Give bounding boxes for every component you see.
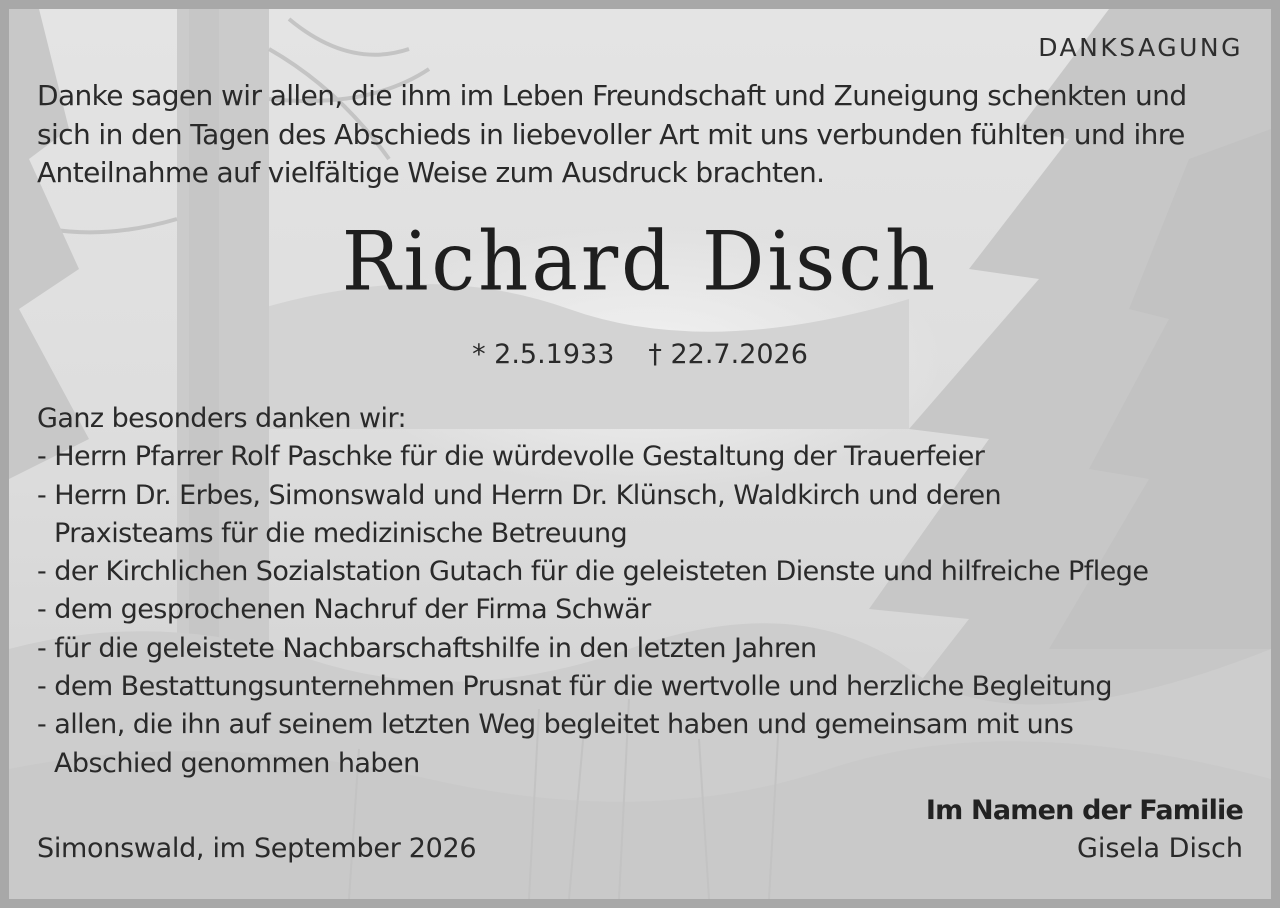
intro-line: Danke sagen wir allen, die ihm im Leben Freundschaft und Zuneigung schenkten und xyxy=(37,79,1187,112)
list-item: - der Kirchlichen Sozialstation Gutach für die geleisteten Dienste und hilfreiche Pflege xyxy=(37,556,1149,588)
intro-line: sich in den Tagen des Abschieds in liebevoller Art mit uns verbunden fühlten und ihre xyxy=(37,117,1185,151)
list-item: - allen, die ihn auf seinem letzten Weg begleitet haben und gemeinsam mit uns xyxy=(37,709,1074,741)
death-date: † 22.7.2026 xyxy=(648,339,808,370)
list-item-continuation: Abschied genommen haben xyxy=(54,747,420,779)
birth-date: * 2.5.1933 xyxy=(472,339,615,370)
page-title: DANKSAGUNG xyxy=(1038,33,1243,62)
thanks-list xyxy=(37,400,1247,783)
list-item: - für die geleistete Nachbarschaftshilfe in den letzten Jahren xyxy=(37,632,817,664)
list-item: - dem gesprochenen Nachruf der Firma Schwär xyxy=(37,594,651,626)
list-item-continuation: Praxisteams für die medizinische Betreuung xyxy=(54,517,628,549)
intro-line: Anteilnahme auf vielfältige Weise zum Ausdruck brachten. xyxy=(37,156,825,189)
deceased-name: Richard Disch xyxy=(341,214,939,310)
place-and-date: Simonswald, im September 2026 xyxy=(37,833,477,864)
list-item: - dem Bestattungsunternehmen Prusnat für die wertvolle und herzliche Begleitung xyxy=(37,671,1112,703)
intro-paragraph xyxy=(37,77,1237,193)
signature-line: Im Namen der Familie xyxy=(925,795,1243,826)
list-item: - Herrn Dr. Erbes, Simonswald und Herrn Dr. Klünsch, Waldkirch und deren xyxy=(37,479,1002,511)
life-dates xyxy=(9,339,1271,370)
signature-block xyxy=(926,792,1243,868)
signature-name: Gisela Disch xyxy=(1076,833,1243,864)
obituary-text xyxy=(9,9,1271,899)
thanks-intro: Ganz besonders danken wir: xyxy=(37,403,407,434)
list-item: - Herrn Pfarrer Rolf Paschke für die würdevolle Gestaltung der Trauerfeier xyxy=(37,441,985,473)
